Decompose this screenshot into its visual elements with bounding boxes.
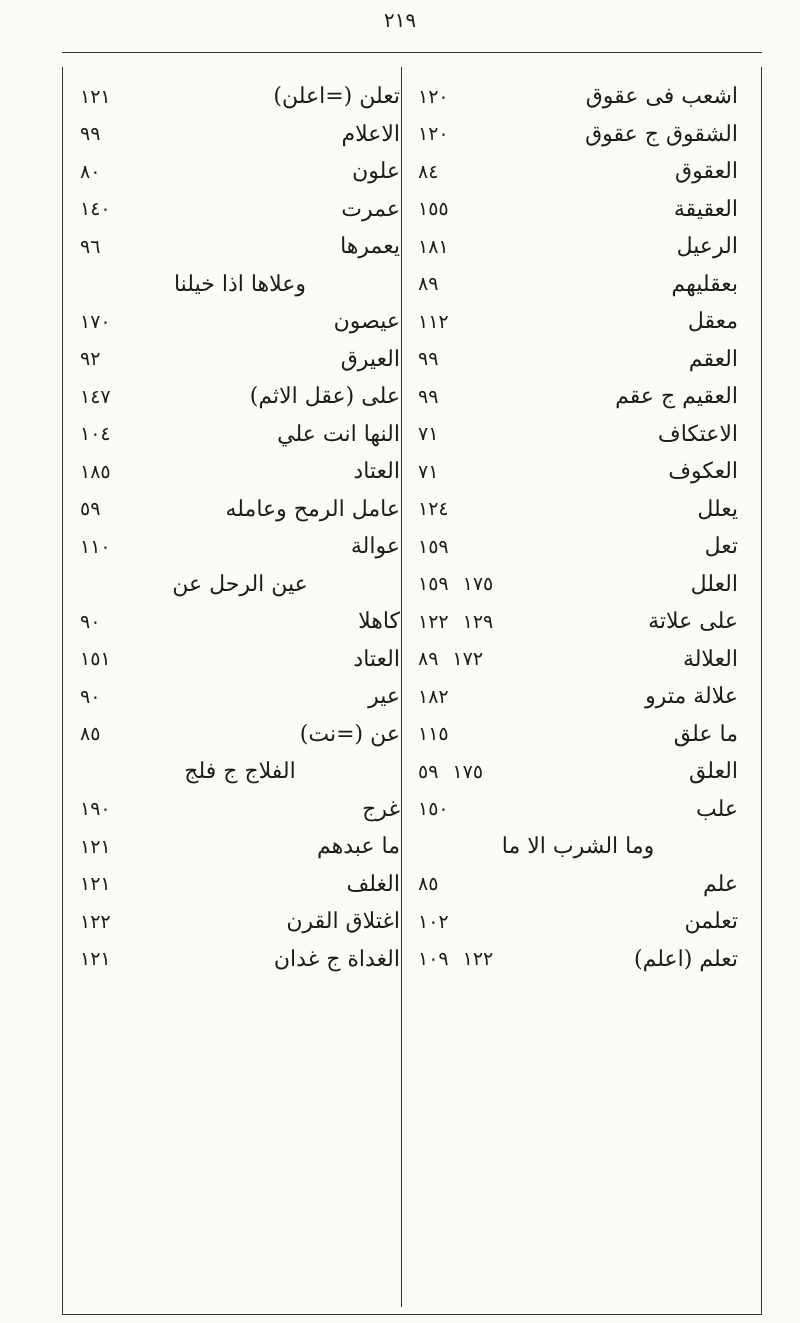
index-term: العلق: [688, 759, 738, 785]
index-entry: [418, 603, 738, 641]
index-term: على علاتة: [648, 609, 738, 635]
index-term: علم: [702, 871, 738, 897]
page-ref: ٨٤: [418, 160, 439, 183]
index-entry: [418, 341, 738, 379]
page-ref: ١٢٠: [418, 85, 449, 108]
page-ref: ١٥٥: [418, 198, 449, 221]
page-ref: ١٢١: [80, 873, 111, 896]
index-term: العكوف: [668, 459, 738, 485]
index-entry: [418, 791, 738, 829]
index-term: عيصون: [333, 309, 400, 335]
index-page-refs: [80, 461, 111, 483]
index-term: كاهلا: [358, 609, 400, 635]
index-entry: [80, 116, 400, 154]
index-entry: [80, 378, 400, 416]
index-entry: [418, 378, 738, 416]
index-term: على (عقل الاثم): [249, 384, 400, 410]
page-ref: ١١٠: [80, 535, 111, 558]
top-rule: [62, 52, 762, 53]
index-entry: [418, 228, 738, 266]
index-page-refs: [418, 686, 449, 708]
index-page-refs: [80, 948, 111, 970]
index-page-refs: [418, 723, 449, 745]
page-ref: ٩٠: [80, 685, 101, 708]
page-ref: ٩٩: [418, 385, 439, 408]
index-term: الاعلام: [341, 121, 400, 147]
index-entry: [80, 191, 400, 229]
index-entry: [80, 678, 400, 716]
index-page-refs: [418, 123, 449, 145]
index-entry: [418, 266, 738, 304]
page-ref: ٥٩: [80, 498, 101, 521]
index-column-left: [80, 78, 400, 978]
index-page-refs: [80, 348, 100, 370]
index-term: تعلم (اعلم): [634, 946, 738, 972]
index-term: العيرق: [340, 346, 400, 372]
page-ref: ١٧٥: [452, 760, 484, 783]
page-ref: ١٢١: [80, 835, 111, 858]
page-ref: ٨٥: [80, 723, 101, 746]
page-ref: ١٧٢: [452, 648, 484, 671]
index-term: اشعب فى عقوق: [585, 84, 738, 110]
index-page-refs: [80, 498, 100, 520]
index-page-refs: [418, 348, 438, 370]
page-ref: ١٢٢: [80, 910, 111, 933]
index-entry: [80, 153, 400, 191]
page-ref: ١٥٠: [418, 798, 449, 821]
page-ref: ١٩٠: [80, 798, 111, 821]
page-ref: ٩٠: [80, 610, 101, 633]
index-term: تعلمن: [684, 909, 738, 935]
index-page-refs: [80, 123, 100, 145]
index-term: العلل: [690, 571, 738, 597]
index-page-refs: [80, 198, 111, 220]
index-page-refs: [80, 686, 100, 708]
page-ref: ١٨٥: [80, 460, 111, 483]
index-term: العتاد: [353, 459, 400, 485]
column-divider: [401, 67, 402, 1307]
index-term: الشقوق ج عقوق: [585, 121, 738, 147]
page-ref: ١٢٩: [462, 610, 494, 633]
index-term: العقم: [688, 346, 738, 372]
index-term: عمرت: [341, 196, 400, 222]
index-entry: [80, 641, 400, 679]
index-page-refs: [80, 386, 111, 408]
index-term: النها انت علي: [277, 421, 400, 447]
index-page-refs: [80, 723, 100, 745]
page-ref: ٩٦: [80, 235, 101, 258]
page-ref: ١٢١: [80, 948, 111, 971]
page-ref: ٧١: [418, 460, 439, 483]
index-page-refs: [418, 536, 449, 558]
index-entry: [418, 678, 738, 716]
index-page-refs: [80, 423, 111, 445]
index-term: علون: [352, 159, 400, 185]
index-entry: [418, 753, 738, 791]
index-page-refs: [418, 573, 493, 595]
page-ref: ٨٩: [418, 273, 439, 296]
index-term: العقيقة: [673, 196, 738, 222]
index-entry: [418, 941, 738, 979]
index-entry: [418, 78, 738, 116]
index-term: تعل: [704, 534, 738, 560]
index-page-refs: [80, 86, 111, 108]
index-page-refs: [418, 273, 438, 295]
index-term: علالة مترو: [645, 684, 738, 710]
page-ref: ١٢١: [80, 85, 111, 108]
index-page-refs: [418, 611, 493, 633]
index-term: اغتلاق القرن: [286, 909, 400, 935]
index-term: علب: [695, 796, 738, 822]
index-entry: [80, 828, 400, 866]
index-page-refs: [418, 423, 438, 445]
index-term: الاعتكاف: [657, 421, 738, 447]
index-term: ما عبدهم: [316, 834, 400, 860]
index-entry: [80, 78, 400, 116]
page-ref: ١٥٩: [418, 573, 449, 596]
page-ref: ١٧٠: [80, 310, 111, 333]
index-page-refs: [80, 611, 100, 633]
index-page-refs: [80, 648, 111, 670]
page-ref: ١٥١: [80, 648, 111, 671]
page-ref: ١٨١: [418, 235, 449, 258]
index-term: العلالة: [682, 646, 738, 672]
page-ref: ١٢٢: [462, 948, 494, 971]
index-entry: [80, 566, 400, 604]
index-entry: [80, 453, 400, 491]
index-term: غرج: [362, 796, 400, 822]
index-column-right: [418, 78, 738, 978]
index-term: عن (=نت): [299, 721, 400, 747]
index-page-refs: [418, 873, 438, 895]
page-ref: ٨٠: [80, 160, 101, 183]
index-term: معقل: [687, 309, 738, 335]
index-term: يعمرها: [340, 234, 400, 260]
index-entry: [418, 641, 738, 679]
page-ref: ١٨٢: [418, 685, 449, 708]
page-ref: ١٢٤: [418, 498, 449, 521]
page-ref: ١١٥: [418, 723, 449, 746]
page-ref: ١٢٢: [418, 610, 449, 633]
index-entry: [80, 941, 400, 979]
page-ref: ٧١: [418, 423, 439, 446]
index-entry: [80, 903, 400, 941]
index-page-refs: [80, 836, 111, 858]
index-entry: [80, 753, 400, 791]
index-entry: [80, 491, 400, 529]
index-entry: [418, 416, 738, 454]
index-term: يعلل: [697, 496, 738, 522]
index-term: وما الشرب الا ما: [501, 834, 655, 860]
page-ref: ١٥٩: [418, 535, 449, 558]
index-page-refs: [418, 386, 438, 408]
page-number: ٢١٩: [383, 8, 417, 32]
index-page-refs: [80, 161, 100, 183]
page-ref: ٩٩: [80, 123, 101, 146]
index-entry: [80, 341, 400, 379]
index-page-refs: [80, 236, 100, 258]
index-entry: [418, 566, 738, 604]
index-page-refs: [418, 236, 449, 258]
index-term: العقوق: [675, 159, 738, 185]
page-ref: ١٠٤: [80, 423, 111, 446]
index-entry: [80, 528, 400, 566]
index-entry: [418, 866, 738, 904]
index-entry: [418, 903, 738, 941]
index-page-refs: [418, 911, 449, 933]
page-ref: ١٤٠: [80, 198, 111, 221]
index-term: الغداة ج غدان: [273, 946, 400, 972]
index-entry: [80, 791, 400, 829]
index-page-refs: [80, 798, 111, 820]
index-term: ما علق: [673, 721, 738, 747]
index-term: العتاد: [353, 646, 400, 672]
index-page-refs: [418, 648, 483, 670]
index-entry: [418, 191, 738, 229]
index-term: الفلاج ج فلج: [184, 759, 296, 785]
page-ref: ١١٢: [418, 310, 449, 333]
index-term: عامل الرمح وعامله: [225, 496, 400, 522]
page-ref: ١٧٥: [462, 573, 494, 596]
page-ref: ٨٩: [418, 648, 439, 671]
index-entry: [418, 453, 738, 491]
index-entry: [80, 228, 400, 266]
index-entry: [80, 866, 400, 904]
index-entry: [418, 828, 738, 866]
index-term: بعقليهم: [671, 271, 738, 297]
index-page-refs: [80, 311, 111, 333]
index-term: عوالة: [350, 534, 400, 560]
index-term: وعلاها اذا خيلنا: [173, 271, 307, 297]
page-ref: ١٠٢: [418, 910, 449, 933]
page-ref: ٥٩: [418, 760, 439, 783]
index-page-refs: [418, 798, 449, 820]
index-term: الرعيل: [676, 234, 738, 260]
index-entry: [80, 416, 400, 454]
index-term: الغلف: [346, 871, 400, 897]
index-entry: [418, 716, 738, 754]
index-page-refs: [418, 498, 449, 520]
index-page-refs: [418, 198, 449, 220]
page-ref: ٨٥: [418, 873, 439, 896]
index-term: العقيم ج عقم: [615, 384, 738, 410]
index-entry: [418, 528, 738, 566]
index-entry: [80, 303, 400, 341]
page-ref: ٩٢: [80, 348, 101, 371]
index-page-refs: [80, 911, 111, 933]
index-page-refs: [418, 948, 493, 970]
index-term: عير: [368, 684, 400, 710]
index-entry: [418, 153, 738, 191]
page-ref: ١٤٧: [80, 385, 111, 408]
index-page-refs: [418, 461, 438, 483]
index-entry: [80, 266, 400, 304]
index-term: عين الرحل عن: [172, 571, 308, 597]
index-entry: [80, 603, 400, 641]
index-entry: [418, 303, 738, 341]
page-ref: ٩٩: [418, 348, 439, 371]
index-term: تعلن (=اعلن): [273, 84, 400, 110]
index-page-refs: [80, 873, 111, 895]
index-entry: [418, 116, 738, 154]
index-page-refs: [418, 86, 449, 108]
page-ref: ١٠٩: [418, 948, 449, 971]
index-page-refs: [418, 311, 449, 333]
index-entry: [418, 491, 738, 529]
index-page-refs: [418, 761, 483, 783]
page-ref: ١٢٠: [418, 123, 449, 146]
index-entry: [80, 716, 400, 754]
index-page-refs: [80, 536, 111, 558]
index-page-refs: [418, 161, 438, 183]
